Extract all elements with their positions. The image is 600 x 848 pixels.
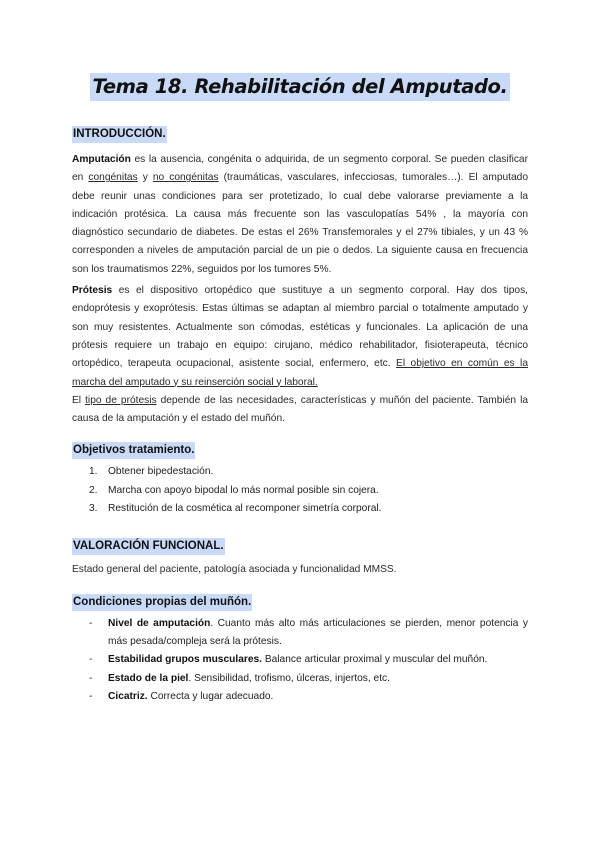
document-body: [72, 124, 528, 706]
list-item: - Cicatriz. Correcta y lugar adecuado.: [89, 690, 274, 702]
intro-heading: INTRODUCCIÓN.: [72, 126, 167, 143]
objetivo-comun-text: El objetivo en común es la marcha del amputado y su reinserción social y laboral.: [72, 358, 528, 388]
objectives-heading: Objetivos tratamiento.: [72, 442, 195, 459]
conditions-heading: Condiciones propias del muñón.: [72, 594, 252, 611]
objectives-list: [72, 463, 528, 518]
valoracion-text: Estado general del paciente, patología asociada y funcionalidad MMSS.: [72, 564, 397, 576]
tipo-protesis-text: tipo de prótesis: [85, 394, 157, 406]
list-item: 1. Obtener bipedestación.: [89, 466, 214, 478]
no-congenitas-link: no congénitas: [152, 172, 219, 184]
valoracion-heading: VALORACIÓN FUNCIONAL.: [72, 538, 225, 555]
conditions-list: [72, 615, 528, 706]
list-item: 2. Marcha con apoyo bipodal lo más normal posible sin cojera.: [89, 484, 379, 496]
page-title: Tema 18. Rehabilitación del Amputado.: [90, 73, 509, 101]
list-item: 3. Restitución de la cosmética al recomponer simetría corporal.: [89, 503, 382, 515]
protesis-term: Prótesis: [72, 285, 113, 297]
amputacion-term: Amputación: [72, 154, 131, 165]
intro-paragraph-1: Amputación es la ausencia, congénita o adquirida, de un segmento corporal. Se pueden clasificar en congénitas y no congénitas (traumáticas, vasculares, infecciosas, tumorales…). El amputado debe reunir unas condiciones para ser protetizado, lo cual debe valorarse previamente a la indicación protésica. La causa más frecuente son las vasculopatías 54% , la mayoría con diagnóstico secundario de diabetes. De estas el 26% Transfemorales y el 27% tibiales, y un 43 % corresponden a niveles de amputación parcial de un pie o dedos. La siguiente causa en frecuencia son los traumatismos 22%, seguidos por los tumores 5%.: [72, 154, 528, 275]
list-item: - Estabilidad grupos musculares. Balance articular proximal y muscular del muñón.: [89, 654, 488, 666]
intro-paragraph-2: Prótesis es el dispositivo ortopédico que sustituye a un segmento corporal. Hay dos tipos, endoprótesis y exoprótesis. Estas últimas se adaptan al miembro parcial o totalmente amputado y son muy resistentes. Actualmente son cómodas, estéticas y funcionales. La aplicación de una prótesis requiere un trabajo en equipo: cirujano, médico rehabilitador, fisioterapeuta, técnico ortopédico, terapeuta ocupacional, asistente social, enfermero, etc. El objetivo en común es la marcha del amputado y su reinserción social y laboral. El tipo de prótesis depende de las necesidades, características y muñón del paciente. También la causa de la amputación y el estado del muñón.: [72, 285, 529, 425]
congenitas-link: congénitas: [88, 172, 138, 184]
list-item: - Nivel de amputación. Cuanto más alto más articulaciones se pierden, menor potencia y más pesada/compleja será la prótesis.: [89, 617, 528, 647]
list-item: - Estado de la piel. Sensibilidad, trofismo, úlceras, injertos, etc.: [89, 672, 390, 684]
